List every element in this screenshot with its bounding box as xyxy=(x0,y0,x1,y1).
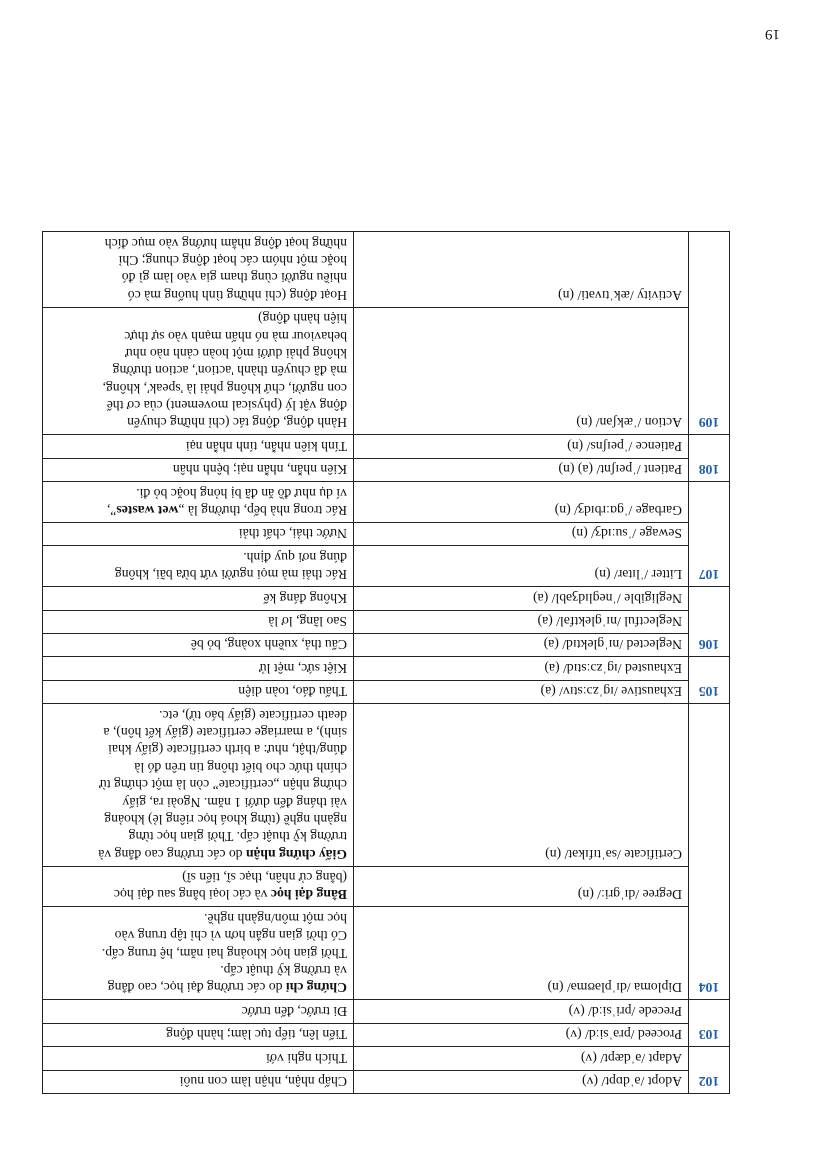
meaning-line: Tiến lên, tiếp tục làm; hành động xyxy=(166,1027,347,1043)
meaning-line: và trường kỹ thuật cấp. xyxy=(220,963,347,979)
vocab-meaning xyxy=(43,634,354,657)
meaning-line: Có thời gian ngắn hơn vì chỉ tập trung vào xyxy=(114,928,347,944)
vocabulary-table xyxy=(42,231,730,1094)
vocab-row xyxy=(43,704,730,867)
vocab-word: Negligible /ˈneɡlɪdʒəbl/ (a) xyxy=(354,587,689,610)
vocab-word: Adopt /əˈdɒpt/ (v) xyxy=(354,1070,689,1093)
entry-number: 103 xyxy=(689,1000,730,1047)
vocab-word: Proceed /prəˈsiːd/ (v) xyxy=(354,1023,689,1046)
meaning-line: hoặc một nhóm các hoạt động chung; Chỉ xyxy=(118,252,347,268)
meaning-line: (bằng cử nhân, thạc sĩ, tiến sĩ) xyxy=(182,870,347,886)
vocab-row xyxy=(43,523,730,546)
meaning-line: behaviour mà nó nhấn mạnh vào sự thực xyxy=(124,328,347,344)
meaning-line: ngành nghề (từng khoá học riêng lẻ) khoảng xyxy=(104,811,347,827)
vocab-word: Sewage /ˈsuːɪdʒ/ (n) xyxy=(354,523,689,546)
meaning-line: Thấu đáo, toàn diện xyxy=(238,684,347,700)
vocab-word: Neglectful /nɪˈɡlektfəl/ (a) xyxy=(354,610,689,633)
vocab-meaning xyxy=(43,610,354,633)
vocab-word: Action /ˈækʃən/ (n) xyxy=(354,307,689,435)
meaning-line: Thời gian học khoảng hai năm, hệ trung cấp. xyxy=(101,945,347,961)
meaning-line: Chứng chỉ do các trường đại học, cao đẳng xyxy=(107,980,347,996)
vocab-meaning xyxy=(43,1047,354,1070)
meaning-line: Kiên nhẫn, nhẫn nại; bệnh nhân xyxy=(172,462,347,478)
vocab-meaning xyxy=(43,1023,354,1046)
meaning-line: những hoạt động nhằm hướng vào mục đích xyxy=(104,235,347,251)
vocab-word: Exhausted /ɪɡˈzɔːstɪd/ (a) xyxy=(354,657,689,680)
entry-number: 105 xyxy=(689,657,730,704)
vocab-meaning xyxy=(43,546,354,587)
vocab-word: Certificate /səˈtɪfɪkət/ (n) xyxy=(354,704,689,867)
vocab-meaning xyxy=(43,680,354,703)
vocab-row xyxy=(43,482,730,523)
page-number: 19 xyxy=(765,26,780,42)
vocab-meaning xyxy=(43,907,354,1000)
meaning-line: đúng nơi quy định. xyxy=(243,549,347,565)
meaning-line: Sao lãng, lơ là xyxy=(268,614,347,630)
vocab-meaning xyxy=(43,587,354,610)
vocab-row xyxy=(43,546,730,587)
meaning-line: Chấp nhận, nhận làm con nuôi xyxy=(179,1074,347,1089)
vocab-meaning xyxy=(43,307,354,435)
meaning-line: không phải dưới một hoàn cảnh nào như xyxy=(125,345,347,361)
entry-number: 108 xyxy=(689,435,730,482)
vocab-row xyxy=(43,610,730,633)
entry-number: 109 xyxy=(689,232,730,435)
meaning-line: vài tháng đến dưới 1 năm. Ngoài ra, giấy xyxy=(122,794,347,810)
meaning-line: Hoạt động (chỉ những tình huống mà có xyxy=(127,287,347,303)
vocab-word: Precede /priˈsiːd/ (v) xyxy=(354,1000,689,1023)
meaning-line: Đi trước, đến trước xyxy=(241,1003,347,1019)
vocab-meaning xyxy=(43,458,354,481)
vocab-meaning xyxy=(43,523,354,546)
meaning-line: Rác thải mà mọi người vứt bừa bãi, không xyxy=(114,567,347,583)
entry-number: 104 xyxy=(689,704,730,1000)
vocab-row xyxy=(43,435,730,458)
vocab-row xyxy=(43,680,730,703)
vocab-word: Adapt /əˈdæpt/ (v) xyxy=(354,1047,689,1070)
meaning-line: trường kỹ thuật cấp. Thời gian học từng xyxy=(128,829,347,845)
meaning-line: Tính kiên nhẫn, tính nhẫn nại xyxy=(185,438,347,454)
vocab-word: Activity /ækˈtɪvəti/ (n) xyxy=(354,232,689,308)
vocab-row xyxy=(43,1000,730,1023)
meaning-line: Nước thải, chất thải xyxy=(238,526,347,542)
meaning-line: chứng nhận „certificate” còn là một chứng từ xyxy=(99,777,347,793)
meaning-line: chính thức cho biết thông tin trên đó là xyxy=(134,759,347,775)
meaning-line: con người, chứ không phải là 'speak', không, xyxy=(102,380,347,396)
vocab-meaning xyxy=(43,704,354,867)
meaning-line: nhiều người cùng tham gia vào làm gì đó xyxy=(121,270,347,286)
vocab-meaning xyxy=(43,1070,354,1093)
vocab-word: Diploma /dɪˈpləʊmə/ (n) xyxy=(354,907,689,1000)
vocab-meaning xyxy=(43,657,354,680)
meaning-line: mà đã chuyển thành 'action', action thường xyxy=(112,363,347,379)
vocab-row xyxy=(43,634,730,657)
meaning-line: Cẩu thả, xuềnh xoàng, bỏ bê xyxy=(190,637,347,653)
meaning-line: sinh), a marriage certificate (giấy kết hôn), a xyxy=(103,724,347,740)
meaning-line: đúng/thật, như: a birth certificate (giấy khai xyxy=(108,742,347,758)
vocab-word: Neglected /nɪˈɡlektɪd/ (a) xyxy=(354,634,689,657)
vocab-row xyxy=(43,1047,730,1070)
meaning-line: học một môn/ngành nghề. xyxy=(204,910,347,926)
vocab-row xyxy=(43,866,730,907)
meaning-line: Hành động, động tác (chỉ những chuyển xyxy=(127,415,347,431)
meaning-line: hiện hành động) xyxy=(258,311,347,327)
vocab-row xyxy=(43,907,730,1000)
entry-number: 107 xyxy=(689,482,730,587)
entry-number: 106 xyxy=(689,587,730,657)
meaning-line: động vật lý (physical movement) của cơ thể xyxy=(106,398,347,414)
meaning-line: ví dụ như đồ ăn đã bị hỏng hoặc bỏ đi. xyxy=(136,485,347,501)
vocab-meaning xyxy=(43,1000,354,1023)
meaning-line: Giấy chứng nhận do các trường cao đẳng và xyxy=(98,846,347,862)
vocab-word: Litter /ˈlɪtər/ (n) xyxy=(354,546,689,587)
meaning-line: death certificate (giấy báo tử), etc. xyxy=(159,707,347,723)
entry-number: 102 xyxy=(689,1047,730,1094)
vocab-meaning xyxy=(43,232,354,308)
meaning-line: Rác trong nhà bếp, thường là „wet wastes”, xyxy=(106,503,347,519)
vocab-word: Patience /ˈpeɪʃns/ (n) xyxy=(354,435,689,458)
vocab-word: Garbage /ˈɡɑːrbɪdʒ/ (n) xyxy=(354,482,689,523)
vocab-row xyxy=(43,232,730,308)
meaning-line: Thích nghi với xyxy=(266,1050,347,1066)
vocab-row xyxy=(43,1070,730,1093)
vocab-row xyxy=(43,307,730,435)
vocab-word: Exhaustive /ɪɡˈzɔːstɪv/ (a) xyxy=(354,680,689,703)
vocab-meaning xyxy=(43,866,354,907)
vocab-row xyxy=(43,1023,730,1046)
vocab-meaning xyxy=(43,482,354,523)
vocab-word: Degree /dɪˈɡriː/ (n) xyxy=(354,866,689,907)
vocab-meaning xyxy=(43,435,354,458)
vocab-row xyxy=(43,458,730,481)
meaning-line: Kiệt sức, mệt lử xyxy=(259,660,347,676)
vocab-word: Patient /ˈpeɪʃnt/ (a) (n) xyxy=(354,458,689,481)
meaning-line: Bằng đại học và các loại bằng sau đại học xyxy=(113,887,347,903)
meaning-line: Không đáng kể xyxy=(263,590,347,606)
vocab-row xyxy=(43,587,730,610)
vocab-row xyxy=(43,657,730,680)
